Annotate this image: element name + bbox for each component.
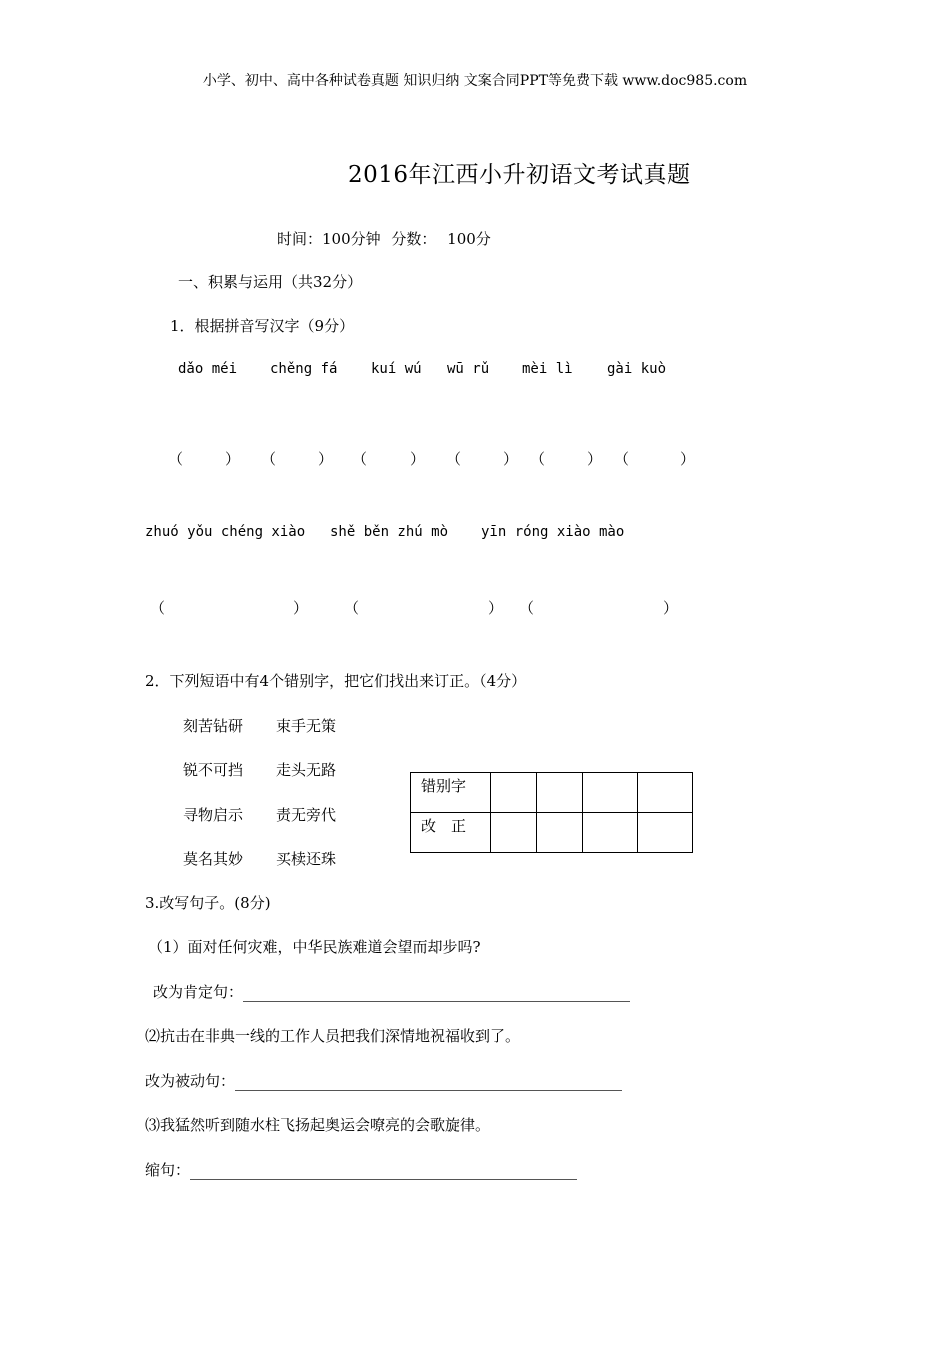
answer-paren-close: ） bbox=[663, 599, 679, 617]
pinyin-item: dǎo méi bbox=[178, 361, 238, 377]
phrase: 买椟还珠 bbox=[276, 850, 337, 868]
sentence-3: ⑶我猛然听到随水柱飞扬起奥运会嘹亮的会歌旋律。 bbox=[145, 1116, 491, 1134]
answer-paren-close: ） bbox=[587, 450, 603, 468]
phrase: 莫名其妙 bbox=[183, 850, 244, 868]
answer-paren-close: ） bbox=[318, 450, 334, 468]
question-3-title: 3.改写句子。(8分) bbox=[145, 894, 271, 912]
pinyin-item: shě běn zhú mò bbox=[330, 524, 449, 540]
answer-prompt: 改为被动句： bbox=[145, 1072, 236, 1090]
answer-cell[interactable] bbox=[491, 813, 537, 853]
answer-blank[interactable] bbox=[235, 1074, 622, 1091]
pinyin-item: zhuó yǒu chéng xiào bbox=[145, 524, 306, 540]
answer-paren-close: ） bbox=[488, 599, 504, 617]
answer-cell[interactable] bbox=[583, 773, 638, 813]
table-label-wrong: 错别字 bbox=[411, 773, 491, 813]
answer-paren-open: （ bbox=[446, 450, 462, 468]
sentence-2: ⑵抗击在非典一线的工作人员把我们深情地祝福收到了。 bbox=[145, 1027, 521, 1045]
answer-blank[interactable] bbox=[190, 1163, 577, 1180]
answer-blank[interactable] bbox=[243, 985, 630, 1002]
pinyin-item: mèi lì bbox=[522, 361, 573, 377]
question-1-title: 1．根据拼音写汉字（9分） bbox=[170, 317, 355, 335]
answer-paren-open: （ bbox=[261, 450, 277, 468]
phrase: 锐不可挡 bbox=[183, 761, 244, 779]
answer-paren-open: （ bbox=[352, 450, 368, 468]
section-heading: 一、积累与运用（共32分） bbox=[178, 273, 363, 291]
pinyin-item: gài kuò bbox=[607, 361, 667, 377]
phrase: 走头无路 bbox=[276, 761, 337, 779]
answer-line-1 bbox=[153, 981, 630, 1002]
table-label-correct: 改 正 bbox=[411, 813, 491, 853]
page-header: 小学、初中、高中各种试卷真题 知识归纳 文案合同PPT等免费下载 www.doc985.com bbox=[202, 73, 748, 89]
answer-paren-close: ） bbox=[410, 450, 426, 468]
answer-cell[interactable] bbox=[638, 773, 693, 813]
phrase: 寻物启示 bbox=[183, 806, 244, 824]
answer-paren-close: ） bbox=[503, 450, 519, 468]
phrase: 束手无策 bbox=[276, 717, 337, 735]
exam-meta: 时间：100分钟 分数： 100分 bbox=[277, 230, 491, 248]
pinyin-item: wū rǔ bbox=[447, 361, 490, 377]
answer-cell[interactable] bbox=[537, 813, 583, 853]
answer-paren-open: （ bbox=[614, 450, 630, 468]
answer-line-2 bbox=[145, 1070, 622, 1091]
answer-paren-open: （ bbox=[150, 599, 166, 617]
answer-paren-close: ） bbox=[293, 599, 309, 617]
table-row bbox=[411, 813, 693, 853]
answer-paren-close: ） bbox=[225, 450, 241, 468]
pinyin-item: yīn róng xiào mào bbox=[481, 524, 625, 540]
answer-cell[interactable] bbox=[638, 813, 693, 853]
pinyin-item: kuí wú bbox=[371, 361, 422, 377]
exam-title: 2016年江西小升初语文考试真题 bbox=[348, 162, 691, 188]
correction-table bbox=[410, 772, 693, 853]
pinyin-item: chěng fá bbox=[270, 361, 338, 377]
question-2-title: 2．下列短语中有4个错别字，把它们找出来订正。（4分） bbox=[145, 672, 527, 690]
answer-cell[interactable] bbox=[583, 813, 638, 853]
phrase: 责无旁代 bbox=[276, 806, 337, 824]
sentence-1: （1）面对任何灾难，中华民族难道会望而却步吗? bbox=[148, 938, 481, 956]
answer-paren-open: （ bbox=[168, 450, 184, 468]
answer-paren-open: （ bbox=[530, 450, 546, 468]
answer-prompt: 改为肯定句： bbox=[153, 983, 244, 1001]
answer-cell[interactable] bbox=[491, 773, 537, 813]
answer-paren-open: （ bbox=[344, 599, 360, 617]
answer-line-3 bbox=[145, 1159, 577, 1180]
answer-paren-close: ） bbox=[680, 450, 696, 468]
answer-cell[interactable] bbox=[537, 773, 583, 813]
answer-paren-open: （ bbox=[519, 599, 535, 617]
phrase: 刻苦钻研 bbox=[183, 717, 244, 735]
table-row bbox=[411, 773, 693, 813]
answer-prompt: 缩句： bbox=[145, 1161, 191, 1179]
